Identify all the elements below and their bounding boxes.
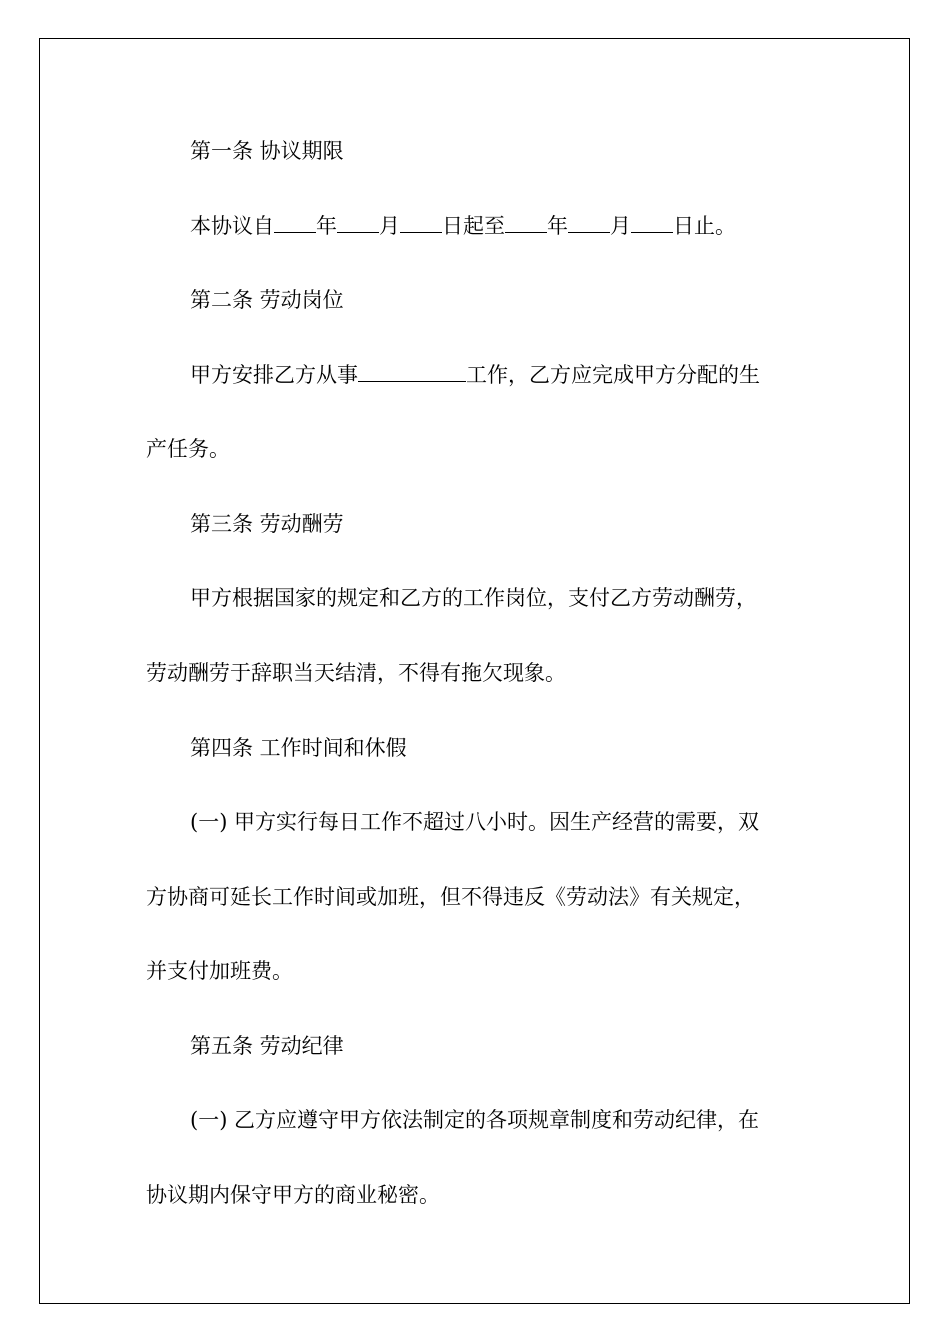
article-4-paragraph-line: 方协商可延长工作时间或加班，但不得违反《劳动法》有关规定，: [146, 885, 755, 909]
text-segment: 月: [610, 214, 631, 238]
article-5-paragraph-line: 协议期内保守甲方的商业秘密。: [146, 1183, 440, 1207]
article-5-title: 第五条 劳动纪律: [190, 1034, 344, 1058]
text-segment: 年: [547, 214, 568, 238]
article-2-paragraph: [190, 361, 850, 389]
article-5-paragraph-line: (一) 乙方应遵守甲方依法制定的各项规章制度和劳动纪律，在: [190, 1108, 760, 1132]
text-segment: 甲方安排乙方从事: [190, 363, 358, 387]
article-1-title: 第一条 协议期限: [190, 139, 344, 163]
article-2-title: 第二条 劳动岗位: [190, 288, 344, 312]
article-3-title: 第三条 劳动酬劳: [190, 512, 344, 536]
text-segment: 月: [379, 214, 400, 238]
text-segment: 日止。: [673, 214, 736, 238]
text-segment: 年: [316, 214, 337, 238]
article-4-paragraph-line: (一) 甲方实行每日工作不超过八小时。因生产经营的需要，双: [190, 810, 760, 834]
article-4-paragraph-line: 并支付加班费。: [146, 959, 293, 983]
year-blank: [274, 214, 316, 233]
article-3-paragraph-line: 劳动酬劳于辞职当天结清，不得有拖欠现象。: [146, 661, 566, 685]
text-segment: 本协议自: [190, 214, 274, 238]
day-blank: [631, 214, 673, 233]
text-segment: 工作，乙方应完成甲方分配的生: [466, 363, 760, 387]
text-segment: 日起至: [442, 214, 505, 238]
year-blank: [505, 214, 547, 233]
article-1-paragraph: [190, 212, 850, 240]
month-blank: [337, 214, 379, 233]
day-blank: [400, 214, 442, 233]
article-2-paragraph-cont: 产任务。: [146, 437, 230, 461]
month-blank: [568, 214, 610, 233]
article-4-title: 第四条 工作时间和休假: [190, 736, 407, 760]
article-3-paragraph-line: 甲方根据国家的规定和乙方的工作岗位，支付乙方劳动酬劳，: [190, 586, 757, 610]
job-blank: [358, 363, 466, 382]
